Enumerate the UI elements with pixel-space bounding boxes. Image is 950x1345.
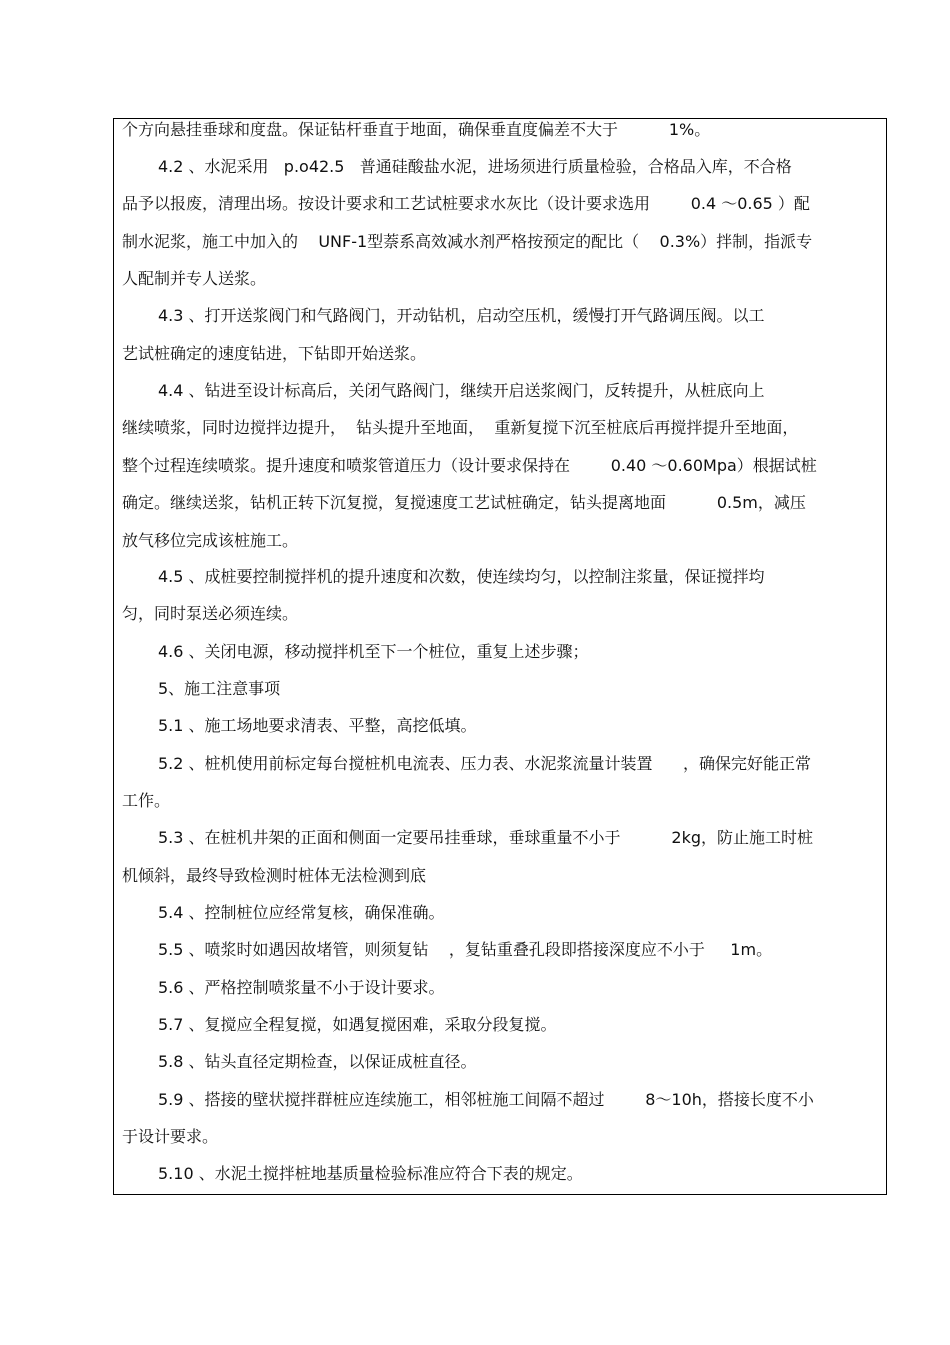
- text-line: 5.1 、施工场地要求清表、平整，高挖低填。: [158, 716, 477, 735]
- text-line: 品予以报废，清理出场。按设计要求和工艺试桩要求水灰比（设计要求选用 0.4 ～0.65 ）配: [122, 194, 810, 213]
- section-heading: 5、施工注意事项: [158, 679, 281, 698]
- text-line: 艺试桩确定的速度钻进，下钻即开始送浆。: [122, 344, 427, 363]
- text-line: 整个过程连续喷浆。提升速度和喷浆管道压力（设计要求保持在 0.40 ～0.60Mpa）根据试桩: [122, 456, 817, 475]
- text-line: 5.7 、复搅应全程复搅，如遇复搅困难，采取分段复搅。: [158, 1015, 557, 1034]
- text-line: 工作。: [122, 791, 171, 810]
- text-line: 于设计要求。: [122, 1127, 219, 1146]
- text-line: 制水泥浆，施工中加入的 UNF-1型萘系高效减水剂严格按预定的配比（ 0.3%）拌制，指派专: [122, 232, 813, 251]
- text-line: 放气移位完成该桩施工。: [122, 531, 299, 550]
- text-line: 4.6 、关闭电源，移动搅拌机至下一个桩位，重复上述步骤；: [158, 642, 589, 661]
- text-line: 机倾斜，最终导致检测时桩体无法检测到底: [122, 866, 427, 885]
- text-line: 确定。继续送浆，钻机正转下沉复搅，复搅速度工艺试桩确定，钻头提离地面 0.5m，减压: [122, 493, 806, 512]
- text-line: 人配制并专人送浆。: [122, 269, 267, 288]
- text-line: 继续喷浆，同时边搅拌边提升， 钻头提升至地面， 重新复搅下沉至桩底后再搅拌提升至地面，: [122, 418, 799, 437]
- text-line: 4.2 、水泥采用 p.o42.5 普通硅酸盐水泥，进场须进行质量检验，合格品入库，不合格: [158, 157, 792, 176]
- text-line: 5.4 、控制桩位应经常复核，确保准确。: [158, 903, 445, 922]
- text-line: 4.4 、钻进至设计标高后，关闭气路阀门，继续开启送浆阀门，反转提升，从桩底向上: [158, 381, 765, 400]
- text-line: 4.5 、成桩要控制搅拌机的提升速度和次数，使连续均匀，以控制注浆量，保证搅拌均: [158, 567, 765, 586]
- text-line: 5.6 、严格控制喷浆量不小于设计要求。: [158, 978, 445, 997]
- text-line: 匀，同时泵送必须连续。: [122, 604, 299, 623]
- text-line: 4.3 、打开送浆阀门和气路阀门，开动钻机，启动空压机，缓慢打开气路调压阀。以工: [158, 306, 765, 325]
- text-line: 5.3 、在桩机井架的正面和侧面一定要吊挂垂球，垂球重量不小于 2kg，防止施工时桩: [158, 828, 813, 847]
- text-line: 5.2 、桩机使用前标定每台搅桩机电流表、压力表、水泥浆流量计装置 ，确保完好能正常: [158, 754, 812, 773]
- text-line: 5.8 、钻头直径定期检查，以保证成桩直径。: [158, 1052, 477, 1071]
- text-line: 5.9 、搭接的壁状搅拌群桩应连续施工，相邻桩施工间隔不超过 8～10h，搭接长度不小: [158, 1090, 814, 1109]
- text-line: 个方向悬挂垂球和度盘。保证钻杆垂直于地面，确保垂直度偏差不大于 1%。: [122, 120, 711, 139]
- text-line: 5.10 、水泥土搅拌桩地基质量检验标准应符合下表的规定。: [158, 1164, 583, 1183]
- text-line: 5.5 、喷浆时如遇因故堵管，则须复钻 ，复钻重叠孔段即搭接深度应不小于 1m。: [158, 940, 773, 959]
